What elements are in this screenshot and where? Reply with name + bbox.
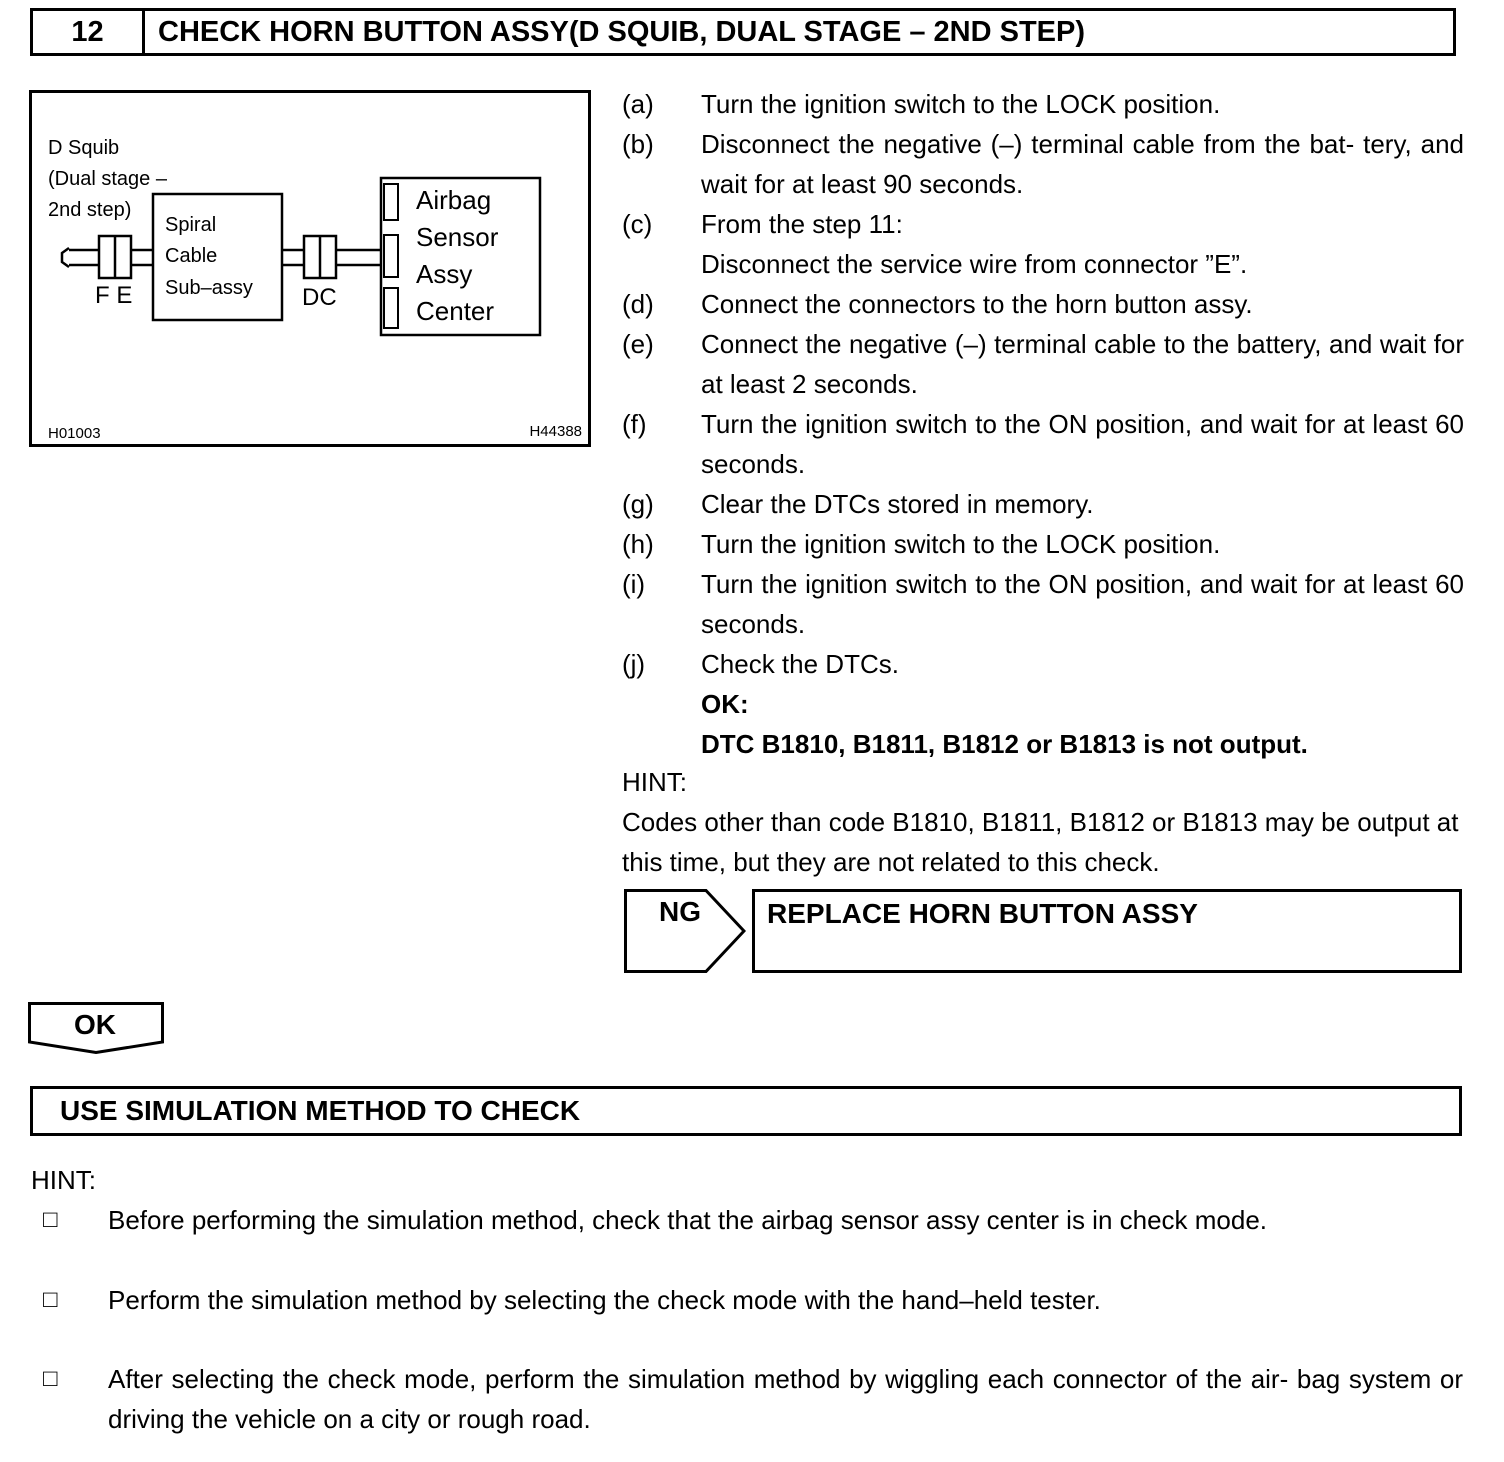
procedure-step [622, 124, 1464, 204]
step-label: (d) [622, 289, 654, 319]
final-step-title: USE SIMULATION METHOD TO CHECK [60, 1095, 581, 1126]
bottom-hint-item: Before performing the simulation method, check that the airbag sensor assy center is in check mode. [108, 1205, 1268, 1235]
checkbox-bullet-icon: □ [43, 1365, 58, 1392]
step-text: Turn the ignition switch to the LOCK position. [701, 89, 1221, 119]
step-label: (i) [622, 569, 646, 599]
squib-label-1: D Squib [48, 137, 120, 159]
airbag-label-1: Airbag [416, 185, 492, 215]
procedure-step [622, 284, 1464, 324]
checkbox-bullet-icon: □ [43, 1286, 58, 1313]
ok-criteria-text: DTC B1810, B1811, B1812 or B1813 is not output. [701, 729, 1308, 759]
diagram-code-right: H44388 [529, 423, 582, 440]
bottom-hint-label: HINT: [31, 1165, 96, 1195]
step-text: Disconnect the negative (–) terminal cable from the bat- tery, and wait for at least 90 seconds. [701, 129, 1464, 199]
connector-fe-label: F E [95, 282, 133, 309]
diagram-code-left: H01003 [48, 425, 101, 442]
airbag-label-3: Assy [416, 259, 473, 289]
bottom-hint-item: After selecting the check mode, perform the simulation method by wiggling each connector of the air- bag system or driving the vehicle on a city or rough road. [108, 1364, 1463, 1434]
hint-text: Codes other than code B1810, B1811, B1812 or B1813 may be output at this time, but they are not related to this check. [622, 807, 1459, 877]
step-text: Clear the DTCs stored in memory. [701, 489, 1094, 519]
step-label: (a) [622, 89, 654, 119]
ng-action-box [752, 889, 1462, 973]
step-label: (h) [622, 529, 654, 559]
connector-dc-label: DC [302, 284, 337, 311]
step-title: CHECK HORN BUTTON ASSY(D SQUIB, DUAL STAGE – 2ND STEP) [158, 15, 1086, 48]
squib-label-3: 2nd step) [48, 199, 132, 221]
airbag-label-2: Sensor [416, 222, 499, 252]
step-text: Turn the ignition switch to the LOCK position. [701, 529, 1221, 559]
procedure-step [622, 404, 1464, 484]
ng-label: NG [659, 896, 701, 927]
step-label: (f) [622, 409, 647, 439]
hint-label: HINT: [622, 767, 687, 797]
step-text: Turn the ignition switch to the ON position, and wait for at least 60 seconds. [701, 409, 1464, 479]
step-text: From the step 11: [701, 209, 903, 239]
step-text: Connect the negative (–) terminal cable to the battery, and wait for at least 2 seconds. [701, 329, 1464, 399]
procedure-step [622, 84, 1464, 124]
procedure-step [622, 564, 1464, 644]
ok-criteria-label: OK: [701, 689, 749, 719]
spiral-label-1: Spiral [165, 214, 217, 236]
final-step-box [30, 1086, 1462, 1136]
procedure-step [622, 204, 1464, 284]
ok-label: OK [74, 1009, 116, 1040]
procedure-step [622, 524, 1464, 564]
spiral-label-2: Cable [165, 245, 218, 267]
squib-label-2: (Dual stage – [48, 168, 167, 190]
bottom-hint-item: Perform the simulation method by selecting the check mode with the hand–held tester. [108, 1285, 1101, 1315]
step-text-continued: Disconnect the service wire from connector ”E”. [701, 249, 1248, 279]
step-text: Check the DTCs. [701, 649, 899, 679]
procedure-step [622, 644, 1464, 764]
hint-block [622, 762, 1464, 882]
procedure-list [622, 84, 1464, 764]
step-text: Connect the connectors to the horn button assy. [701, 289, 1253, 319]
step-label: (b) [622, 129, 654, 159]
step-label: (c) [622, 209, 653, 239]
wiring-diagram [29, 90, 591, 447]
step-label: (e) [622, 329, 654, 359]
step-label: (g) [622, 489, 654, 519]
step-label: (j) [622, 649, 646, 679]
spiral-label-3: Sub–assy [165, 277, 253, 299]
step-text: Turn the ignition switch to the ON position, and wait for at least 60 seconds. [701, 569, 1464, 639]
step-number: 12 [33, 11, 145, 53]
step-header [30, 8, 1456, 56]
procedure-step [622, 324, 1464, 404]
ng-action-text: REPLACE HORN BUTTON ASSY [767, 898, 1198, 929]
procedure-step [622, 484, 1464, 524]
checkbox-bullet-icon: □ [43, 1206, 58, 1233]
airbag-label-4: Center [416, 296, 495, 326]
